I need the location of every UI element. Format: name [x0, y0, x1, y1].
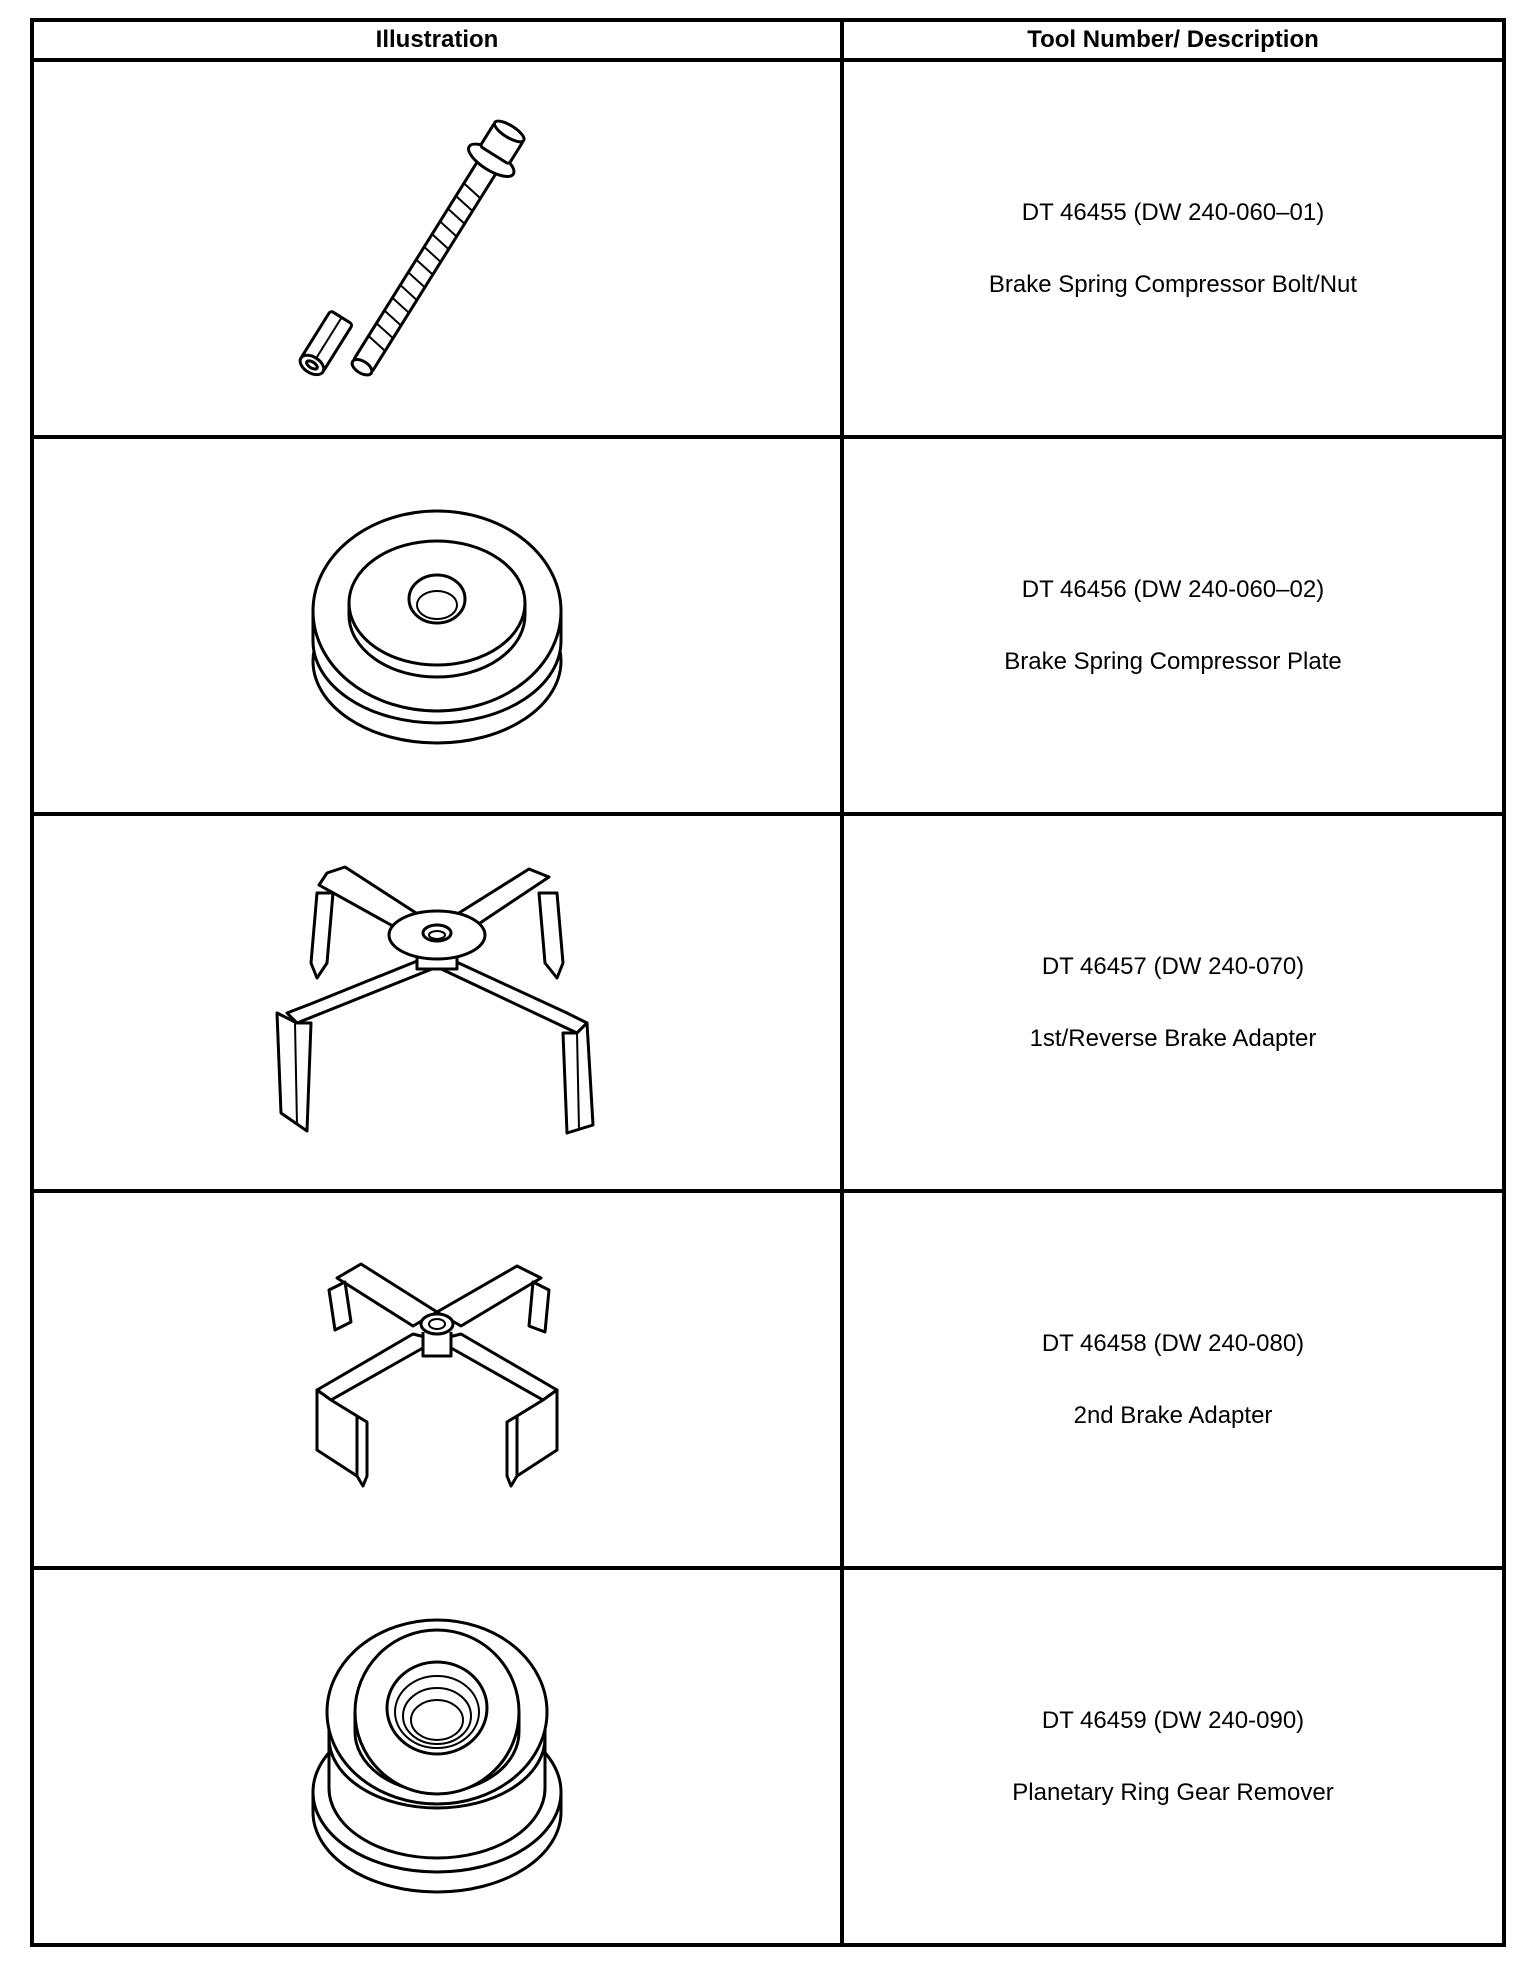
tool-number: DT 46455 (DW 240-060–01): [1021, 199, 1325, 227]
tool-description: Planetary Ring Gear Remover: [1012, 1778, 1334, 1806]
compressor-plate-icon: [297, 491, 577, 761]
table-row: [32, 60, 1504, 437]
tool-table: [30, 18, 1506, 1947]
tool-number: DT 46458 (DW 240-080): [1041, 1330, 1305, 1358]
illustration-cell: [32, 437, 842, 814]
table-row: [32, 437, 1504, 814]
table-row: [32, 1568, 1504, 1945]
tool-description: Brake Spring Compressor Bolt/Nut: [988, 270, 1358, 298]
ring-gear-remover-icon: [307, 1612, 567, 1902]
header-row: [32, 20, 1504, 60]
tool-description: 1st/Reverse Brake Adapter: [1029, 1024, 1317, 1052]
description-cell: [842, 437, 1504, 814]
header-illustration: Illustration: [32, 20, 842, 60]
description-cell: [842, 814, 1504, 1191]
description-cell: [842, 1568, 1504, 1945]
second-brake-adapter-icon: [307, 1260, 567, 1500]
tool-description: Brake Spring Compressor Plate: [1004, 647, 1342, 675]
tool-number: DT 46456 (DW 240-060–02): [1021, 576, 1325, 604]
header-description: Tool Number/ Description: [842, 20, 1504, 60]
illustration-cell: [32, 60, 842, 437]
tool-number: DT 46457 (DW 240-070): [1041, 953, 1305, 981]
description-cell: [842, 60, 1504, 437]
tool-description: 2nd Brake Adapter: [1073, 1401, 1273, 1429]
illustration-cell: [32, 1191, 842, 1568]
table-row: [32, 1191, 1504, 1568]
table-row: [32, 814, 1504, 1191]
reverse-brake-adapter-icon: [267, 863, 607, 1143]
description-cell: [842, 1191, 1504, 1568]
illustration-cell: [32, 1568, 842, 1945]
bolt-nut-icon: [257, 99, 617, 399]
tool-number: DT 46459 (DW 240-090): [1041, 1707, 1305, 1735]
illustration-cell: [32, 814, 842, 1191]
